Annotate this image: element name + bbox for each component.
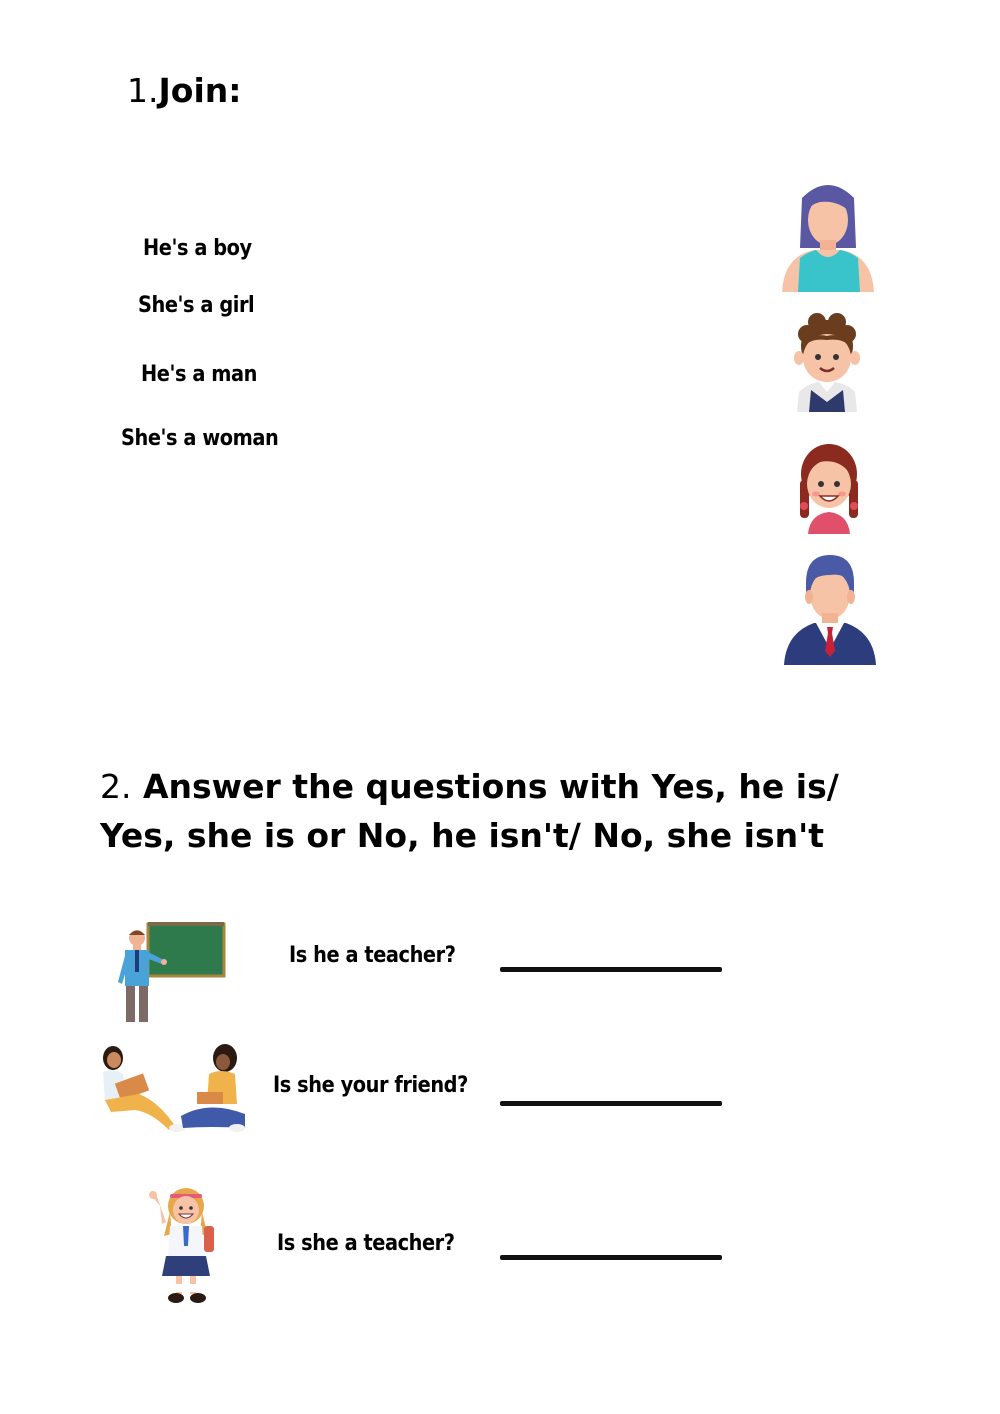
girl-avatar-image bbox=[796, 440, 862, 534]
man-avatar-image bbox=[784, 553, 876, 665]
phrase-woman: She's a woman bbox=[121, 426, 279, 451]
answer-line-3[interactable] bbox=[500, 1255, 722, 1260]
section-1-title: Join: bbox=[158, 71, 242, 110]
phrase-girl: She's a girl bbox=[138, 293, 255, 318]
phrase-boy: He's a boy bbox=[143, 236, 252, 261]
answer-line-1[interactable] bbox=[500, 967, 722, 972]
section-1-number: 1. bbox=[127, 71, 159, 110]
question-teacher-he: Is he a teacher? bbox=[289, 943, 456, 968]
teacher-blackboard-image bbox=[112, 922, 226, 1024]
phrase-man: He's a man bbox=[141, 362, 257, 387]
answer-line-2[interactable] bbox=[500, 1101, 722, 1106]
section-2-heading bbox=[100, 762, 920, 860]
section-2-title: Answer the questions with Yes, he is/ Yes, she is or No, he isn't/ No, she isn't bbox=[100, 767, 839, 855]
woman-avatar-image bbox=[780, 178, 876, 293]
boy-avatar-image bbox=[793, 310, 861, 412]
section-1-heading bbox=[127, 66, 241, 115]
schoolgirl-image bbox=[146, 1186, 228, 1304]
section-2-number: 2. bbox=[100, 767, 132, 806]
friends-reading-image bbox=[99, 1044, 249, 1134]
question-friend: Is she your friend? bbox=[273, 1073, 468, 1098]
question-teacher-she: Is she a teacher? bbox=[277, 1231, 455, 1256]
